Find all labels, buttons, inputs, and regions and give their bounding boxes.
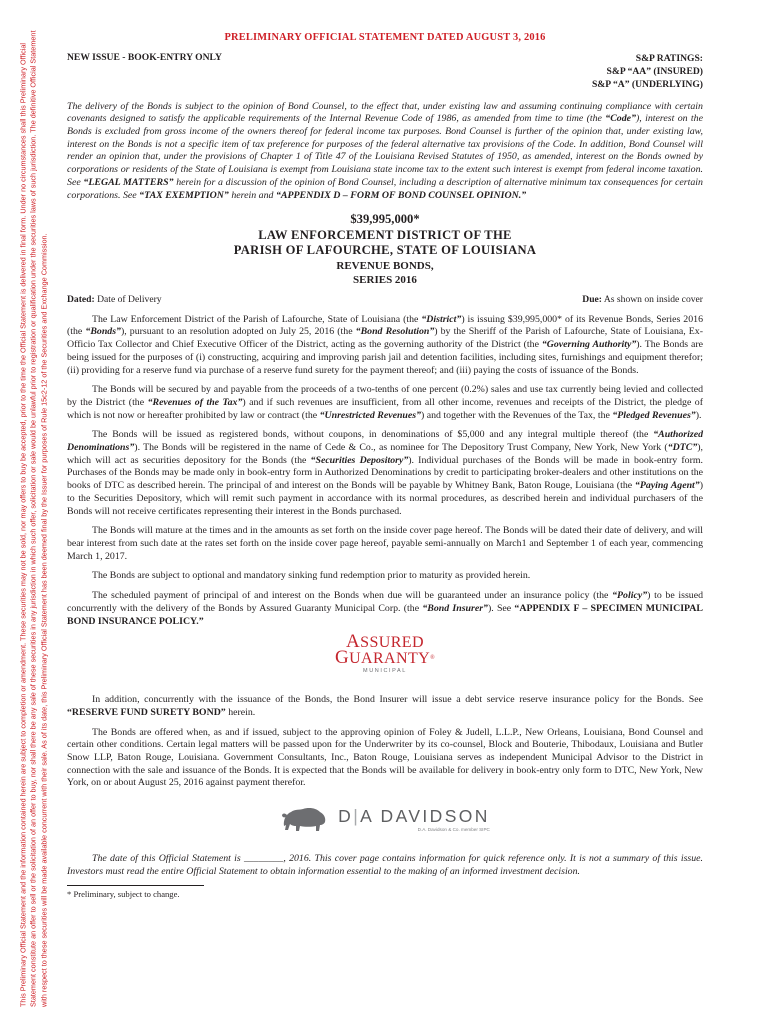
da-davidson-wordmark: D|A DAVIDSON D.A. Davidson & Co. member SIPC [338, 806, 490, 833]
security-paragraph: The Bonds will be secured by and payable from the proceeds of a two-tenths of one percent (0.2%) sales and use tax currently being levied and collected by the District (the “Revenues of the Tax”) and if such revenues are insufficient, from all other income, revenues and receipts of the District, the pledge of which is not now or hereafter prohibited by law or contract (the “Unrestricted Revenues”) and together with the Revenues of the Tax, the “Pledged Revenues”). [67, 384, 703, 421]
reserve-fund-paragraph: In addition, concurrently with the issuance of the Bonds, the Bond Insurer will issue a debt service reserve insurance policy for the Bonds. See “RESERVE FUND SURETY BOND” herein. [67, 694, 703, 718]
insurance-paragraph: The scheduled payment of principal of and interest on the Bonds when due will be guaranteed under an insurance policy (the “Policy”) to be issued concurrently with the delivery of the Bonds by Assured Guaranty Municipal Corp. (the “Bond Insurer”). See “APPENDIX F – SPECIMEN MUNICIPAL BOND INSURANCE POLICY.” [67, 590, 704, 627]
official-statement-page [67, 32, 703, 899]
closing-notice: The date of this Official Statement is ________, 2016. This cover page contains information for quick reference only. It is not a summary of this issue. Investors must read the entire Official Statement to obtain information essential to the making of an informed investment decision. [67, 853, 703, 877]
tax-opinion-paragraph: The delivery of the Bonds is subject to the opinion of Bond Counsel, to the effect that, under existing law and assuming continuing compliance with certain covenants designed to satisfy the applicable requirements of the Internal Revenue Code of 1986, as amended from time to time (the “Code”), interest on the Bonds is excluded from gross income of the owners thereof for federal income tax purposes. Bond Counsel is further of the opinion that, under existing law, interest on the Bonds is not a specific item of tax preference for purposes of the federal alternative tax provisions of the Code. In addition, Bond Counsel will render an opinion that, under the provisions of Chapter 1 of Title 47 of the Louisiana Revised Statutes of 1950, as amended, interest on the Bonds owned by corporations or residents of the State of Louisiana is exempt from Louisiana state income tax to the extent such interest is exempt from federal income taxation. See “LEGAL MATTERS” herein for a discussion of the opinion of Bond Counsel, including a description of alternative minimum tax consequences for certain corporations. See “TAX EXEMPTION” herein and “APPENDIX D – FORM OF BOND COUNSEL OPINION.” [67, 100, 703, 201]
header-row [67, 52, 703, 92]
bond-title-block [67, 212, 703, 287]
maturity-paragraph: The Bonds will mature at the times and in the amounts as set forth on the inside cover page hereof. The Bonds will be dated their date of delivery, and will bear interest from such date at the rates set forth on the inside cover page hereof, payable semi-annually on March1 and September 1 of each year, commencing March 1, 2017. [67, 525, 703, 562]
bond-series: SERIES 2016 [353, 273, 417, 286]
rating-insured: S&P “AA” (INSURED) [606, 66, 703, 78]
offering-paragraph: The Bonds are offered when, as and if issued, subject to the approving opinion of Foley & Judell, L.L.P., New Orleans, Louisiana, Bond Counsel and certain other conditions. Certain legal matters will be passed upon for the Underwriter by its co-counsel, Block and Bouterie, Thibodaux, Louisiana and Butler Snow LLP, Baton Rouge, Louisiana. Government Consultants, Inc., Baton Rouge, Louisiana serves as independent Municipal Advisor to the District in connection with the sale and issuance of the Bonds. It is expected that the Bonds will be available for delivery in book-entry only form to DTC, New York, New York, on or about August 25, 2016 against payment therefor. [67, 726, 703, 789]
bond-amount: $39,995,000* [350, 212, 420, 227]
dated-field: Dated: Date of Delivery [67, 293, 162, 305]
assured-guaranty-wordmark: ASSURED GUARANTY® [334, 631, 436, 668]
bison-icon [280, 806, 330, 833]
issuer-line-2: PARISH OF LAFOURCHE, STATE OF LOUISIANA [233, 243, 537, 258]
ratings-heading: S&P RATINGS: [635, 53, 703, 64]
ratings-block [592, 52, 703, 92]
issuer-line-1: LAW ENFORCEMENT DISTRICT OF THE [258, 227, 512, 242]
registration-paragraph: The Bonds will be issued as registered bonds, without coupons, in denominations of $5,000 and any integral multiple thereof (the “Authorized Denominations”). The Bonds will be registered in the name of Cede & Co., as nominee for The Depository Trust Company, New York, New York (“DTC”), which will act as securities depository for the Bonds (the “Securities Depository”). Individual purchases of the Bonds will be made in book-entry form. Purchases of the Bonds may be made only in book-entry form in Authorized Denominations by credit to participating broker-dealers and other institutions on the books of DTC as described herein. The principal of and interest on the Bonds will be payable by Whitney Bank, Baton Rouge, Louisiana (the “Paying Agent”) to the Securities Depository, which will remit such payment in accordance with its normal procedures, as described herein and individual purchasers of the Bonds will not receive certificates representing their interest in the Bonds purchased. [67, 429, 703, 517]
rating-underlying: S&P “A” (UNDERLYING) [591, 79, 703, 91]
issue-type: NEW ISSUE - BOOK-ENTRY ONLY [67, 52, 222, 63]
assured-guaranty-logo [67, 631, 703, 675]
preliminary-footnote: * Preliminary, subject to change. [67, 888, 180, 899]
bond-type: REVENUE BONDS, [336, 259, 434, 272]
assured-guaranty-subline: MUNICIPAL [363, 668, 407, 675]
da-davidson-tagline: D.A. Davidson & Co. member SIPC [417, 827, 490, 833]
redemption-paragraph: The Bonds are subject to optional and mandatory sinking fund redemption prior to maturity as provided herein. [92, 570, 531, 582]
document-title: PRELIMINARY OFFICIAL STATEMENT DATED AUGUST 3, 2016 [224, 32, 546, 43]
disclaimer-text: This Preliminary Official Statement and the information contained herein are subject to completion or amendment. These securities may not be sold, nor may offers to buy be accepted, prior to the time the Official Statement is delivered in final form. Under no circumstances shall this Preliminary Official Statement constitute an offer to sell or the solicitation of an offer to buy, nor shall there be any sale of these securities in any jurisdiction in which such offer, solicitation or sale would be unlawful prior to registration or qualification under the securities laws of such jurisdiction. The definitive Official Statement with respect to these securities will be made available concurrent with their sale. As of its date, this Preliminary Official Statement has been deemed final by the Issuer for purposes of Rule 15c2-12 of the Securities and Exchange Commission. [18, 30, 49, 1007]
dated-due-row [67, 294, 703, 305]
footnote-divider [67, 885, 204, 886]
vertical-disclaimer [2, 0, 66, 1024]
due-field: Due: As shown on inside cover [582, 293, 703, 305]
da-davidson-logo [67, 806, 703, 833]
issuance-paragraph: The Law Enforcement District of the Parish of Lafourche, State of Louisiana (the “District”) is issuing $39,995,000* of its Revenue Bonds, Series 2016 (the “Bonds”), pursuant to an resolution adopted on July 25, 2016 (the “Bond Resolution”) by the Sheriff of the Parish of Lafourche, State of Louisiana, Ex-Officio Tax Collector and Chief Executive Officer of the District, acting as the governing authority of the District (the “Governing Authority”). The Bonds are being issued for the purposes of (i) constructing, acquiring and improving parish jail and detention facilities, including sites, furnishings and equipment therefor; (ii) providing for a reserve fund via purchase of a reserve fund surety for the payment thereof; and (iii) paying the costs of issuance of the Bonds. [67, 313, 704, 376]
